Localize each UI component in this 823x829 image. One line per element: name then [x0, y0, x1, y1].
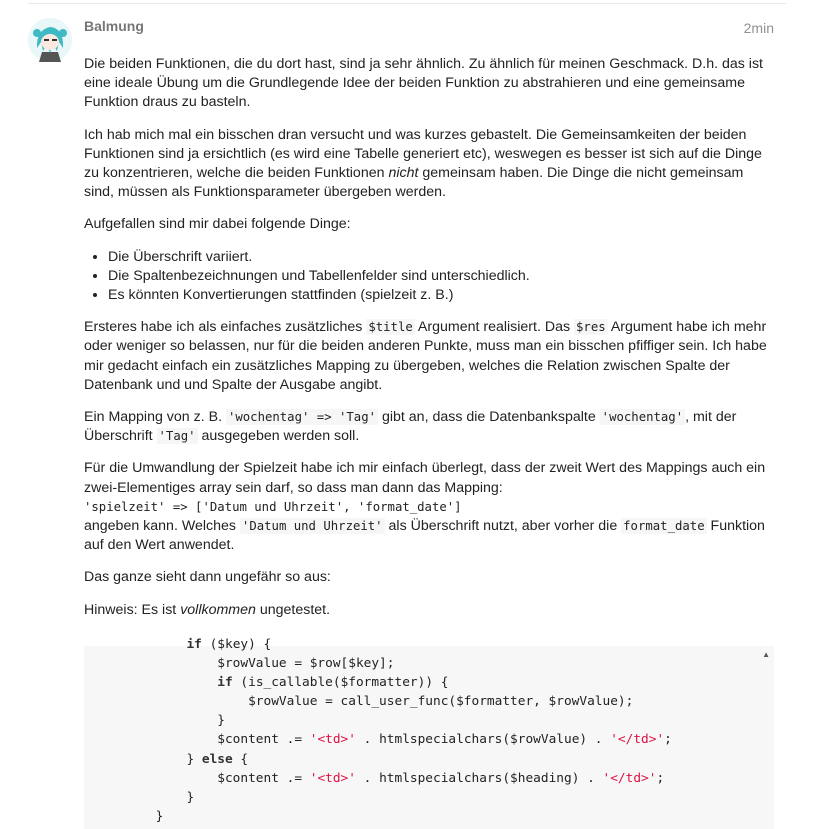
paragraph-3: Aufgefallen sind mir dabei folgende Dinge:: [84, 216, 351, 233]
post-body: [84, 55, 776, 633]
text: ausgegeben werden soll.: [197, 428, 360, 445]
text: Funktion auf den Wert anwendet.: [84, 518, 765, 554]
list-item: • Die Spaltenbezeichnungen und Tabellenfelder sind unterschiedlich.: [108, 267, 776, 286]
list-item: • Es könnten Konvertierungen stattfinden (spielzeit z. B.): [108, 286, 776, 305]
inline-code: 'wochentag' => 'Tag': [227, 410, 377, 425]
inline-code: 'Tag': [158, 429, 196, 444]
avatar-image-icon: [28, 18, 72, 62]
code-content: if ($key) { $rowValue = $row[$key]; if (is_callable($formatter)) { $rowValue = call_user_func($formatter, $rowValue); } $content .= '<td>' . htmlspecialchars($rowValue) . '</td>'; } else { $content .= '<td>' . htmlspecialchars($heading) . '</td>'; } }: [94, 637, 672, 824]
bullet-list: [84, 248, 776, 306]
inline-code: $title: [368, 320, 413, 335]
text: Ich hab mich mal ein bisschen dran versucht und was kurzes gebastelt. Die Gemeinsamkeiten der beiden Funktionen sind ja ersichtlich (es wird eine Tabelle generiert etc), weswegen es besser ist sich auf die Dinge zu konzentrieren, welche die beiden Funktionen: [84, 126, 762, 182]
text: gibt an, dass die Datenbankspalte: [378, 409, 600, 426]
paragraph-4: [84, 318, 776, 395]
text: angeben kann. Welches: [84, 518, 240, 535]
paragraph-7: Das ganze sieht dann ungefähr so aus:: [84, 569, 331, 586]
inline-code: format_date: [623, 519, 705, 534]
inline-code: 'wochentag': [601, 410, 684, 425]
text: Argument habe ich mehr oder weniger so belassen, nur für die beiden anderen Punkte, muss man ein bisschen pfiffiger sein. Ich habe mir gedacht einfach ein zusätzliches Mapping zu übergeben, welches die Relation zwischen Spalte der Datenbank und und Spalte der Ausgabe angibt.: [84, 319, 767, 393]
text: Für die Umwandlung der Spielzeit habe ich mir einfach überlegt, dass der zweit Wert des Mappings auch ein zwei-Elementiges array sein darf, so dass man dann das Mapping:: [84, 460, 766, 496]
text: Ersteres habe ich als einfaches zusätzliches: [84, 319, 367, 336]
inline-code: 'Datum und Uhrzeit': [241, 519, 383, 534]
text: gemeinsam haben. Die Dinge die nicht gemeinsam sind, müssen als Funktionsparameter übergeben werden.: [84, 165, 744, 201]
post-time[interactable]: 2min: [743, 20, 774, 36]
paragraph-1: Die beiden Funktionen, die du dort hast, sind ja sehr ähnlich. Zu ähnlich für meinen Geschmack. D.h. das ist eine ideale Übung um die Grundlegende Idee der beiden Funktion zu abstrahieren und eine gemeinsame Funktion draus zu basteln.: [84, 56, 763, 111]
paragraph-5: [84, 408, 776, 446]
list-item: • Die Überschrift variiert.: [108, 248, 776, 267]
text: , mit der Überschrift: [84, 409, 737, 445]
text: Argument realisiert. Das: [414, 319, 575, 336]
code-block[interactable]: [84, 637, 774, 829]
emphasis: nicht: [388, 165, 419, 182]
scroll-up-icon[interactable]: ▲: [762, 650, 770, 659]
text: als Überschrift nutzt, aber vorher die: [384, 518, 622, 535]
paragraph-8: [84, 601, 776, 620]
paragraph-6: [84, 459, 776, 555]
text: ungetestet.: [255, 601, 331, 618]
paragraph-2: [84, 126, 776, 203]
text: Ein Mapping von z. B.: [84, 409, 226, 426]
emphasis: vollkommen: [180, 601, 256, 618]
avatar[interactable]: [28, 18, 72, 62]
topic-divider: [28, 3, 786, 4]
inline-code: $res: [576, 320, 606, 335]
text: Hinweis: Es ist: [84, 601, 181, 618]
post-username[interactable]: Balmung: [84, 18, 144, 34]
inline-code: 'spielzeit' => ['Datum und Uhrzeit', 'format_date']: [84, 499, 462, 514]
